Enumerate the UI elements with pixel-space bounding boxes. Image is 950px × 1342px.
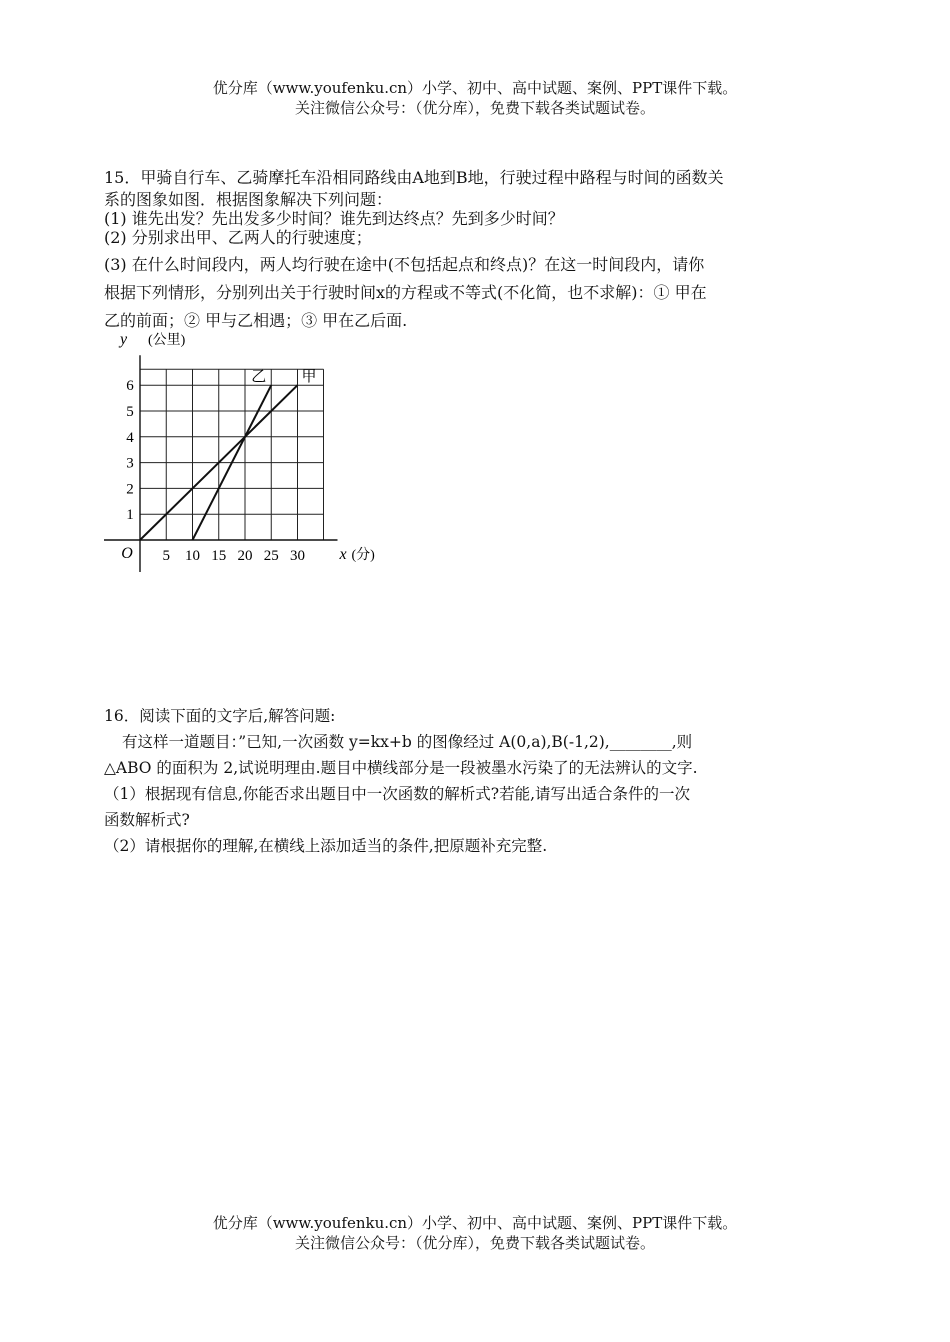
q16-line-3: △ABO 的面积为 2,试说明理由.题目中横线部分是一段被墨水污染了的无法辨认的文字. bbox=[104, 759, 698, 777]
header-line-1: 优分库（www.youfenku.cn）小学、初中、高中试题、案例、PPT课件下载。 bbox=[212, 79, 738, 97]
y-tick-label: 6 bbox=[126, 378, 134, 395]
question-16 bbox=[104, 703, 850, 859]
q15-part-3-line-1: (3) 在什么时间段内，两人均行驶在途中(不包括起点和终点)？在这一时间段内，请你 bbox=[104, 255, 705, 274]
q16-line-2: 有这样一道题目：”已知,一次函数 y=kx+b 的图像经过 A(0,a),B(-1,2),________,则 bbox=[122, 733, 693, 751]
page-footer bbox=[0, 1213, 950, 1253]
q15-part-3-line-3: 乙的前面；② 甲与乙相遇；③ 甲在乙后面. bbox=[104, 311, 408, 330]
question-15 bbox=[104, 166, 850, 335]
x-tick-label: 30 bbox=[290, 548, 305, 564]
q16-part-1-line-2: 函数解析式? bbox=[104, 811, 190, 829]
x-tick-label: 25 bbox=[263, 548, 279, 564]
distance-time-graph bbox=[100, 328, 390, 578]
x-tick-label: 20 bbox=[237, 548, 253, 564]
y-tick-label: 3 bbox=[126, 455, 134, 472]
y-tick-label: 2 bbox=[126, 481, 134, 498]
page-header bbox=[0, 78, 950, 118]
origin-label: O bbox=[121, 545, 133, 562]
y-tick-label: 5 bbox=[126, 404, 134, 420]
x-axis-unit: (分) bbox=[351, 548, 375, 563]
x-tick-label: 15 bbox=[211, 548, 227, 564]
q15-part-3-line-2: 根据下列情形，分别列出关于行驶时间x的方程或不等式(不化简，也不求解)：① 甲在 bbox=[104, 283, 707, 302]
x-axis-variable: x bbox=[339, 546, 347, 563]
header-line-2: 关注微信公众号：（优分库），免费下载各类试题试卷。 bbox=[294, 99, 655, 117]
y-tick-label: 4 bbox=[126, 429, 134, 446]
q15-part-1: (1) 谁先出发？先出发多少时间？谁先到达终点？先到多少时间？ bbox=[104, 209, 564, 228]
series-label-1: 甲 bbox=[301, 369, 317, 386]
footer-line-2: 关注微信公众号：（优分库），免费下载各类试题试卷。 bbox=[294, 1234, 655, 1252]
x-tick-label: 10 bbox=[185, 548, 200, 564]
q16-part-2: （2）请根据你的理解,在横线上添加适当的条件,把原题补充完整. bbox=[104, 837, 548, 855]
y-axis-variable: y bbox=[120, 331, 128, 348]
q15-line-2: 系的图象如图．根据图象解决下列问题： bbox=[104, 190, 393, 209]
x-tick-label: 5 bbox=[162, 548, 170, 564]
footer-line-1: 优分库（www.youfenku.cn）小学、初中、高中试题、案例、PPT课件下载。 bbox=[212, 1214, 738, 1232]
graph-svg bbox=[100, 328, 390, 578]
series-label-2: 乙 bbox=[251, 369, 267, 386]
q16-part-1-line-1: （1）根据现有信息,你能否求出题目中一次函数的解析式?若能,请写出适合条件的一次 bbox=[104, 785, 691, 803]
y-tick-label: 1 bbox=[126, 507, 134, 524]
q15-part-2: (2) 分别求出甲、乙两人的行驶速度； bbox=[104, 228, 372, 247]
q15-line-1: 15．甲骑自行车、乙骑摩托车沿相同路线由A地到B地，行驶过程中路程与时间的函数关 bbox=[104, 168, 724, 187]
q16-line-1: 16．阅读下面的文字后,解答问题: bbox=[104, 707, 336, 725]
y-axis-unit: (公里) bbox=[148, 333, 186, 348]
